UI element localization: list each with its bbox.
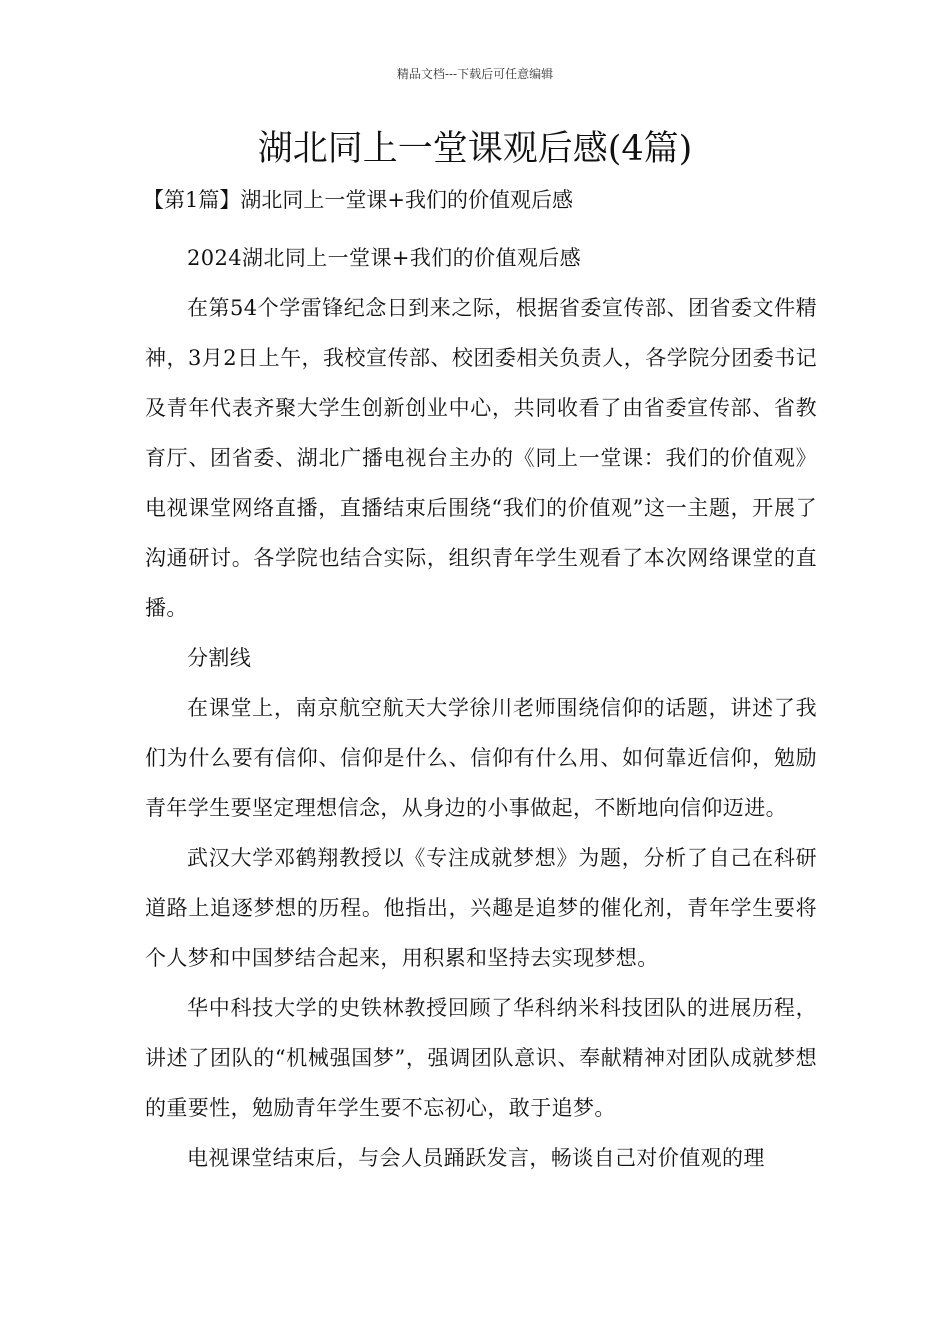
body-paragraph: 在课堂上，南京航空航天大学徐川老师围绕信仰的话题，讲述了我们为什么要有信仰、信仰是什么、信仰有什么用、如何靠近信仰，勉励青年学生要坚定理想信念，从身边的小事做起，不断地向信仰迈进。 [145,696,817,820]
header-note: 精品文档---下载后可任意编辑 [396,67,554,81]
body-paragraph: 华中科技大学的史铁林教授回顾了华科纳米科技团队的进展历程，讲述了团队的“机械强国梦”，强调团队意识、奉献精神对团队成就梦想的重要性，勉励青年学生要不忘初心，敢于追梦。 [145,996,817,1120]
subtitle-paragraph: 2024湖北同上一堂课+我们的价值观后感 [187,246,582,270]
body-paragraph: 武汉大学邓鹤翔教授以《专注成就梦想》为题，分析了自己在科研道路上追逐梦想的历程。他指出，兴趣是追梦的催化剂，青年学生要将个人梦和中国梦结合起来，用积累和坚持去实现梦想。 [145,846,817,970]
document-body [145,233,817,1183]
section-heading: 【第1篇】湖北同上一堂课+我们的价值观后感 [143,188,573,212]
document-title: 湖北同上一堂课观后感(4篇) [257,129,693,169]
body-paragraph: 电视课堂结束后，与会人员踊跃发言，畅谈自己对价值观的理 [187,1146,765,1170]
divider-label: 分割线 [187,646,252,670]
body-paragraph: 在第54个学雷锋纪念日到来之际，根据省委宣传部、团省委文件精神，3月2日上午，我校宣传部、校团委相关负责人，各学院分团委书记及青年代表齐聚大学生创新创业中心，共同收看了由省委宣传部、省教育厅、团省委、湖北广播电视台主办的《同上一堂课：我们的价值观》电视课堂网络直播，直播结束后围绕“我们的价值观”这一主题，开展了沟通研讨。各学院也结合实际，组织青年学生观看了本次网络课堂的直播。 [145,296,817,620]
